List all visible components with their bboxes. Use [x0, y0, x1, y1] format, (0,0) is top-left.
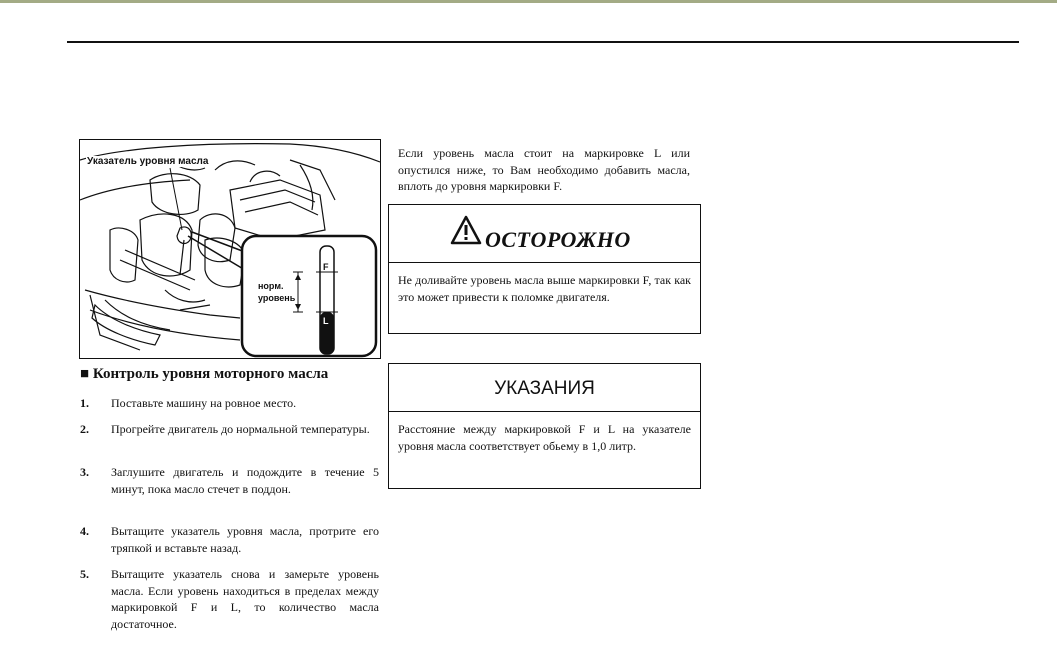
mark-f: F	[323, 262, 329, 272]
step-text: Вытащите указатель уровня масла, протрите его тряпкой и вставьте назад.	[111, 524, 379, 555]
step-number: 4.	[80, 524, 89, 538]
section-title	[80, 366, 328, 383]
bullet-square: ■	[80, 366, 90, 382]
step-number: 1.	[80, 396, 89, 410]
dipstick-label: Указатель уровня масла	[87, 156, 209, 167]
step-text: Прогрейте двигатель до нормальной температуры.	[111, 422, 370, 436]
step-text: Заглушите двигатель и подождите в течение 5 минут, пока масло стечет в поддон.	[111, 465, 379, 496]
normal-level-label-line1: норм.	[258, 281, 284, 291]
note-text: Расстояние между маркировкой F и L на указателе уровня масла соответствует обьему в 1,0 литр.	[398, 422, 691, 453]
step-number: 2.	[80, 422, 89, 436]
note-title: УКАЗАНИЯ	[494, 378, 595, 399]
mark-l: L	[323, 316, 329, 326]
section-title-text: Контроль уровня моторного масла	[92, 366, 329, 382]
step-number: 3.	[80, 465, 89, 479]
normal-level-label	[258, 280, 295, 304]
note-box	[388, 363, 701, 489]
normal-level-label-line2: уровень	[258, 293, 296, 303]
warning-text: Не доливайте уровень масла выше маркировки F, так как это может привести к поломке двигателя.	[398, 273, 691, 304]
step-text: Поставьте машину на ровное место.	[111, 396, 297, 410]
note-header	[389, 364, 700, 412]
warning-header	[389, 205, 700, 263]
top-strip	[0, 0, 1057, 3]
step-text: Вытащите указатель снова и замерьте уровень масла. Если уровень находиться в пределах между маркировкой F и L, то количество масла достаточное.	[111, 567, 379, 631]
step-number: 5.	[80, 567, 89, 581]
warning-triangle-icon	[450, 215, 482, 245]
header-rule	[67, 41, 1019, 43]
engine-drawing	[80, 140, 380, 358]
intro-paragraph: Если уровень масла стоит на маркировке L или опустился ниже, то Вам необходимо добавить масла, вплоть до уровня маркировки F.	[398, 146, 690, 193]
warning-title: ОСТОРОЖНО	[485, 227, 631, 252]
engine-bay-illustration	[79, 139, 381, 359]
warning-box	[388, 204, 701, 334]
